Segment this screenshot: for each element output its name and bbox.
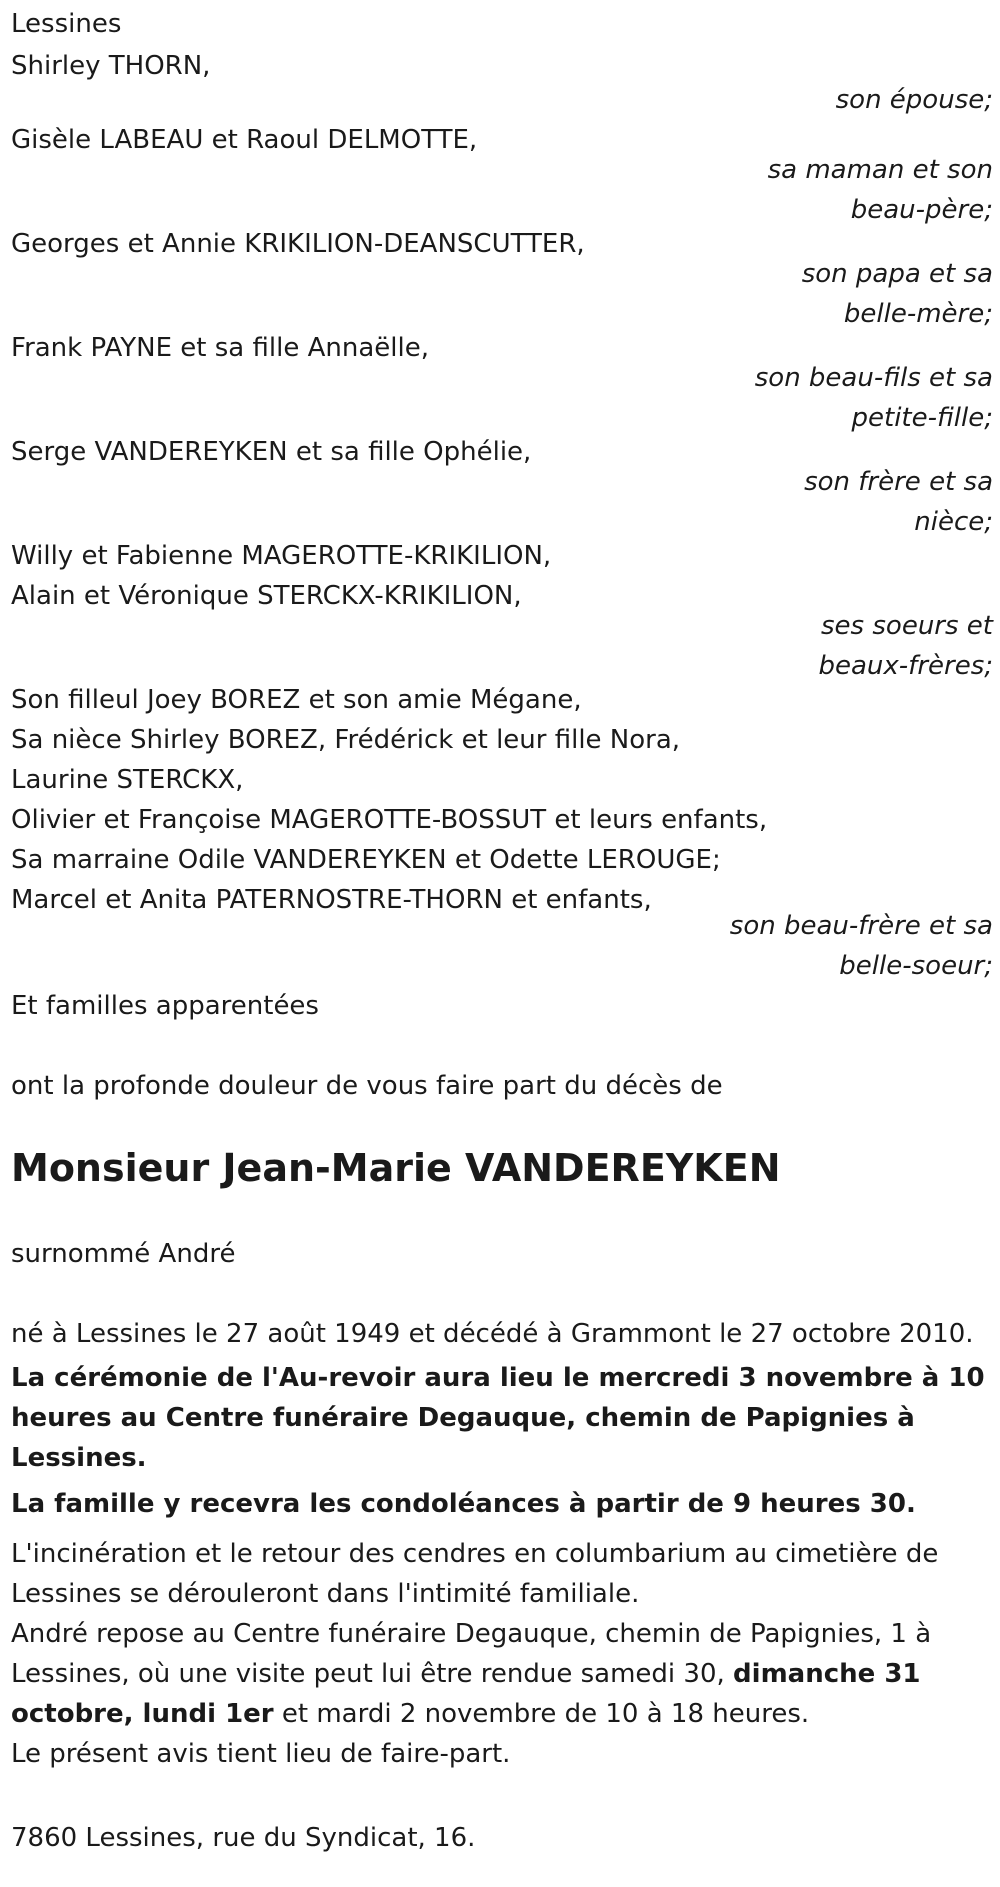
family-role-4-line-1: son beau-fils et sa bbox=[754, 363, 993, 393]
family-name-12: Sa marraine Odile VANDEREYKEN et Odette LEROUGE; bbox=[11, 845, 721, 875]
family-role-5-line-1: son frère et sa bbox=[804, 467, 993, 497]
family-name-6: Willy et Fabienne MAGEROTTE-KRIKILION, bbox=[11, 541, 552, 571]
family-name-13: Marcel et Anita PATERNOSTRE-THORN et enfants, bbox=[11, 885, 652, 915]
family-name-5: Serge VANDEREYKEN et sa fille Ophélie, bbox=[11, 437, 532, 467]
family-role-2-line-1: sa maman et son bbox=[767, 155, 993, 185]
cremation-text: L'incinération et le retour des cendres en columbarium au cimetière de Lessines se dérouleront dans l'intimité familiale. bbox=[11, 1539, 939, 1609]
visit-text-part2: et mardi 2 novembre de 10 à 18 heures. bbox=[273, 1699, 810, 1729]
deceased-name: Monsieur Jean-Marie VANDEREYKEN bbox=[11, 1146, 781, 1190]
family-role-3-line-2: belle-mère; bbox=[843, 299, 993, 329]
family-name-8: Son filleul Joey BOREZ et son amie Mégane, bbox=[11, 685, 582, 715]
families-line: Et familles apparentées bbox=[11, 991, 319, 1021]
family-role-7-line-2: beaux-frères; bbox=[818, 651, 993, 681]
family-role-13-line-2: belle-soeur; bbox=[839, 951, 993, 981]
family-name-4: Frank PAYNE et sa fille Annaëlle, bbox=[11, 333, 429, 363]
notice-text: Le présent avis tient lieu de faire-part. bbox=[11, 1739, 511, 1769]
condolences-text: La famille y recevra les condoléances à partir de 9 heures 30. bbox=[11, 1489, 916, 1519]
ceremony-text: La cérémonie de l'Au-revoir aura lieu le mercredi 3 novembre à 10 heures au Centre funéraire Degauque, chemin de Papignies à Lessines. bbox=[11, 1363, 985, 1473]
location: Lessines bbox=[11, 9, 122, 39]
family-name-11: Olivier et Françoise MAGEROTTE-BOSSUT et leurs enfants, bbox=[11, 805, 768, 835]
family-role-5-line-2: nièce; bbox=[914, 507, 993, 537]
visit-text-bold: dimanche 31 octobre, lundi 1er bbox=[11, 1659, 921, 1729]
nickname: surnommé André bbox=[11, 1239, 236, 1269]
family-role-3-line-1: son papa et sa bbox=[801, 259, 993, 289]
visit-text bbox=[11, 1614, 986, 1734]
family-role-7-line-1: ses soeurs et bbox=[821, 611, 993, 641]
family-role-1-line-1: son épouse; bbox=[835, 85, 993, 115]
family-name-10: Laurine STERCKX, bbox=[11, 765, 244, 795]
address: 7860 Lessines, rue du Syndicat, 16. bbox=[11, 1823, 476, 1853]
family-role-4-line-2: petite-fille; bbox=[851, 403, 993, 433]
family-name-2: Gisèle LABEAU et Raoul DELMOTTE, bbox=[11, 125, 478, 155]
birth-death: né à Lessines le 27 août 1949 et décédé à Grammont le 27 octobre 2010. bbox=[11, 1319, 974, 1349]
family-role-13-line-1: son beau-frère et sa bbox=[729, 911, 993, 941]
family-name-9: Sa nièce Shirley BOREZ, Frédérick et leur fille Nora, bbox=[11, 725, 681, 755]
family-name-3: Georges et Annie KRIKILION-DEANSCUTTER, bbox=[11, 229, 585, 259]
visit-text-part1: André repose au Centre funéraire Degauque, chemin de Papignies, 1 à Lessines, où une visite peut lui être rendue samedi 30, bbox=[11, 1619, 932, 1689]
announcement: ont la profonde douleur de vous faire part du décès de bbox=[11, 1071, 723, 1101]
family-name-1: Shirley THORN, bbox=[11, 51, 211, 81]
family-role-2-line-2: beau-père; bbox=[850, 195, 993, 225]
family-name-7: Alain et Véronique STERCKX-KRIKILION, bbox=[11, 581, 522, 611]
